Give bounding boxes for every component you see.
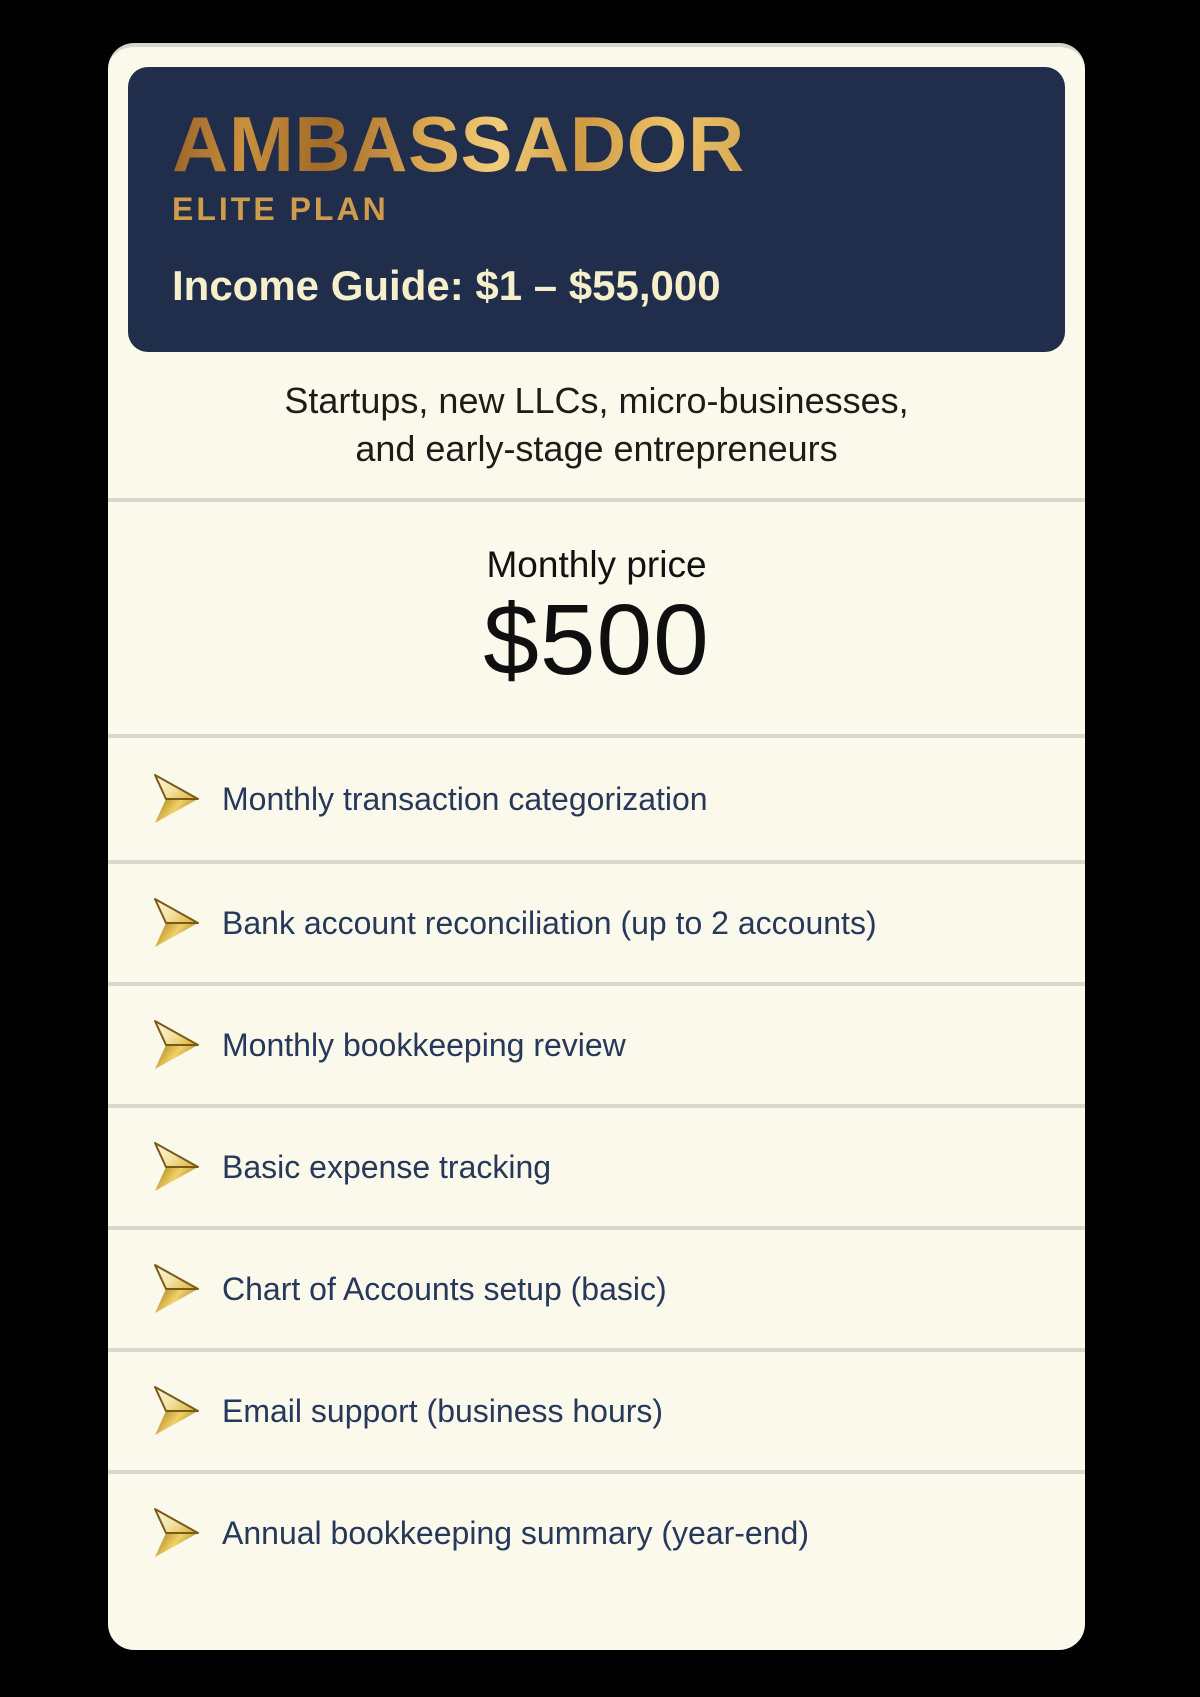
feature-row bbox=[108, 860, 1085, 982]
gold-arrow-icon bbox=[152, 1507, 200, 1559]
gold-arrow-icon bbox=[152, 1385, 200, 1437]
income-guide: Income Guide: $1 – $55,000 bbox=[172, 262, 721, 309]
feature-row bbox=[108, 982, 1085, 1104]
price-value: $500 bbox=[483, 583, 710, 696]
feature-label: Chart of Accounts setup (basic) bbox=[222, 1270, 667, 1307]
feature-row bbox=[108, 1104, 1085, 1226]
price-label: Monthly price bbox=[486, 544, 707, 586]
audience-line-2: and early-stage entrepreneurs bbox=[355, 428, 838, 469]
gold-arrow-icon bbox=[152, 1263, 200, 1315]
gold-arrow-icon bbox=[152, 897, 200, 949]
feature-row bbox=[108, 1348, 1085, 1470]
price-section bbox=[108, 502, 1085, 738]
feature-label: Email support (business hours) bbox=[222, 1392, 664, 1429]
audience-description bbox=[108, 352, 1085, 502]
feature-label: Monthly transaction categorization bbox=[222, 780, 708, 817]
feature-label: Monthly bookkeeping review bbox=[222, 1026, 626, 1063]
plan-tier: ELITE PLAN bbox=[172, 191, 389, 227]
gold-arrow-icon bbox=[152, 773, 200, 825]
audience-line-1: Startups, new LLCs, micro-businesses, bbox=[284, 380, 909, 421]
gold-arrow-icon bbox=[152, 1019, 200, 1071]
pricing-card bbox=[108, 43, 1085, 1650]
feature-row bbox=[108, 738, 1085, 860]
feature-list bbox=[108, 738, 1085, 1592]
feature-row bbox=[108, 1470, 1085, 1592]
feature-label: Bank account reconciliation (up to 2 accounts) bbox=[222, 904, 877, 941]
gold-arrow-icon bbox=[152, 1141, 200, 1193]
feature-label: Annual bookkeeping summary (year-end) bbox=[222, 1514, 809, 1551]
plan-header bbox=[128, 67, 1065, 352]
feature-label: Basic expense tracking bbox=[222, 1148, 552, 1185]
feature-row bbox=[108, 1226, 1085, 1348]
plan-name: AMBASSADOR bbox=[172, 100, 745, 188]
